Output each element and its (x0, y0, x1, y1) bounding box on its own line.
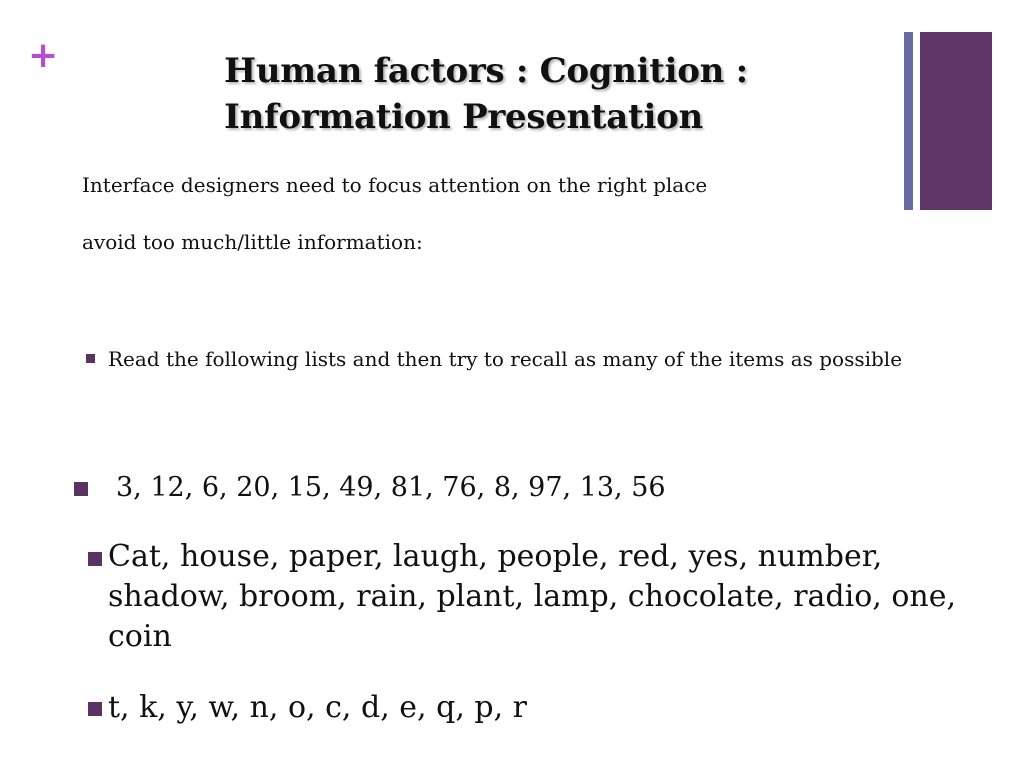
bullet-icon (74, 482, 88, 496)
letters-list: t, k, y, w, n, o, c, d, e, q, p, r (108, 690, 528, 725)
accent-bar-thin (904, 32, 913, 210)
instruction-text: Read the following lists and then try to recall as many of the items as possible (108, 347, 903, 371)
intro-text-2: avoid too much/little information: (82, 230, 423, 254)
plus-icon: + (28, 35, 59, 76)
words-list: Cat, house, paper, laugh, people, red, yes, number, shadow, broom, rain, plant, lamp, chocolate, radio, one, coin (108, 539, 957, 654)
bullet-icon (86, 354, 95, 363)
bullet-icon (88, 552, 102, 566)
accent-bar-block (920, 32, 992, 210)
slide-title (224, 48, 864, 140)
intro-text-1: Interface designers need to focus attention on the right place (82, 173, 708, 197)
title-line-2: Information Presentation (224, 97, 703, 137)
numbers-list: 3, 12, 6, 20, 15, 49, 81, 76, 8, 97, 13, 56 (116, 472, 666, 503)
bullet-icon (88, 702, 102, 716)
title-line-1: Human factors : Cognition : (224, 51, 748, 91)
